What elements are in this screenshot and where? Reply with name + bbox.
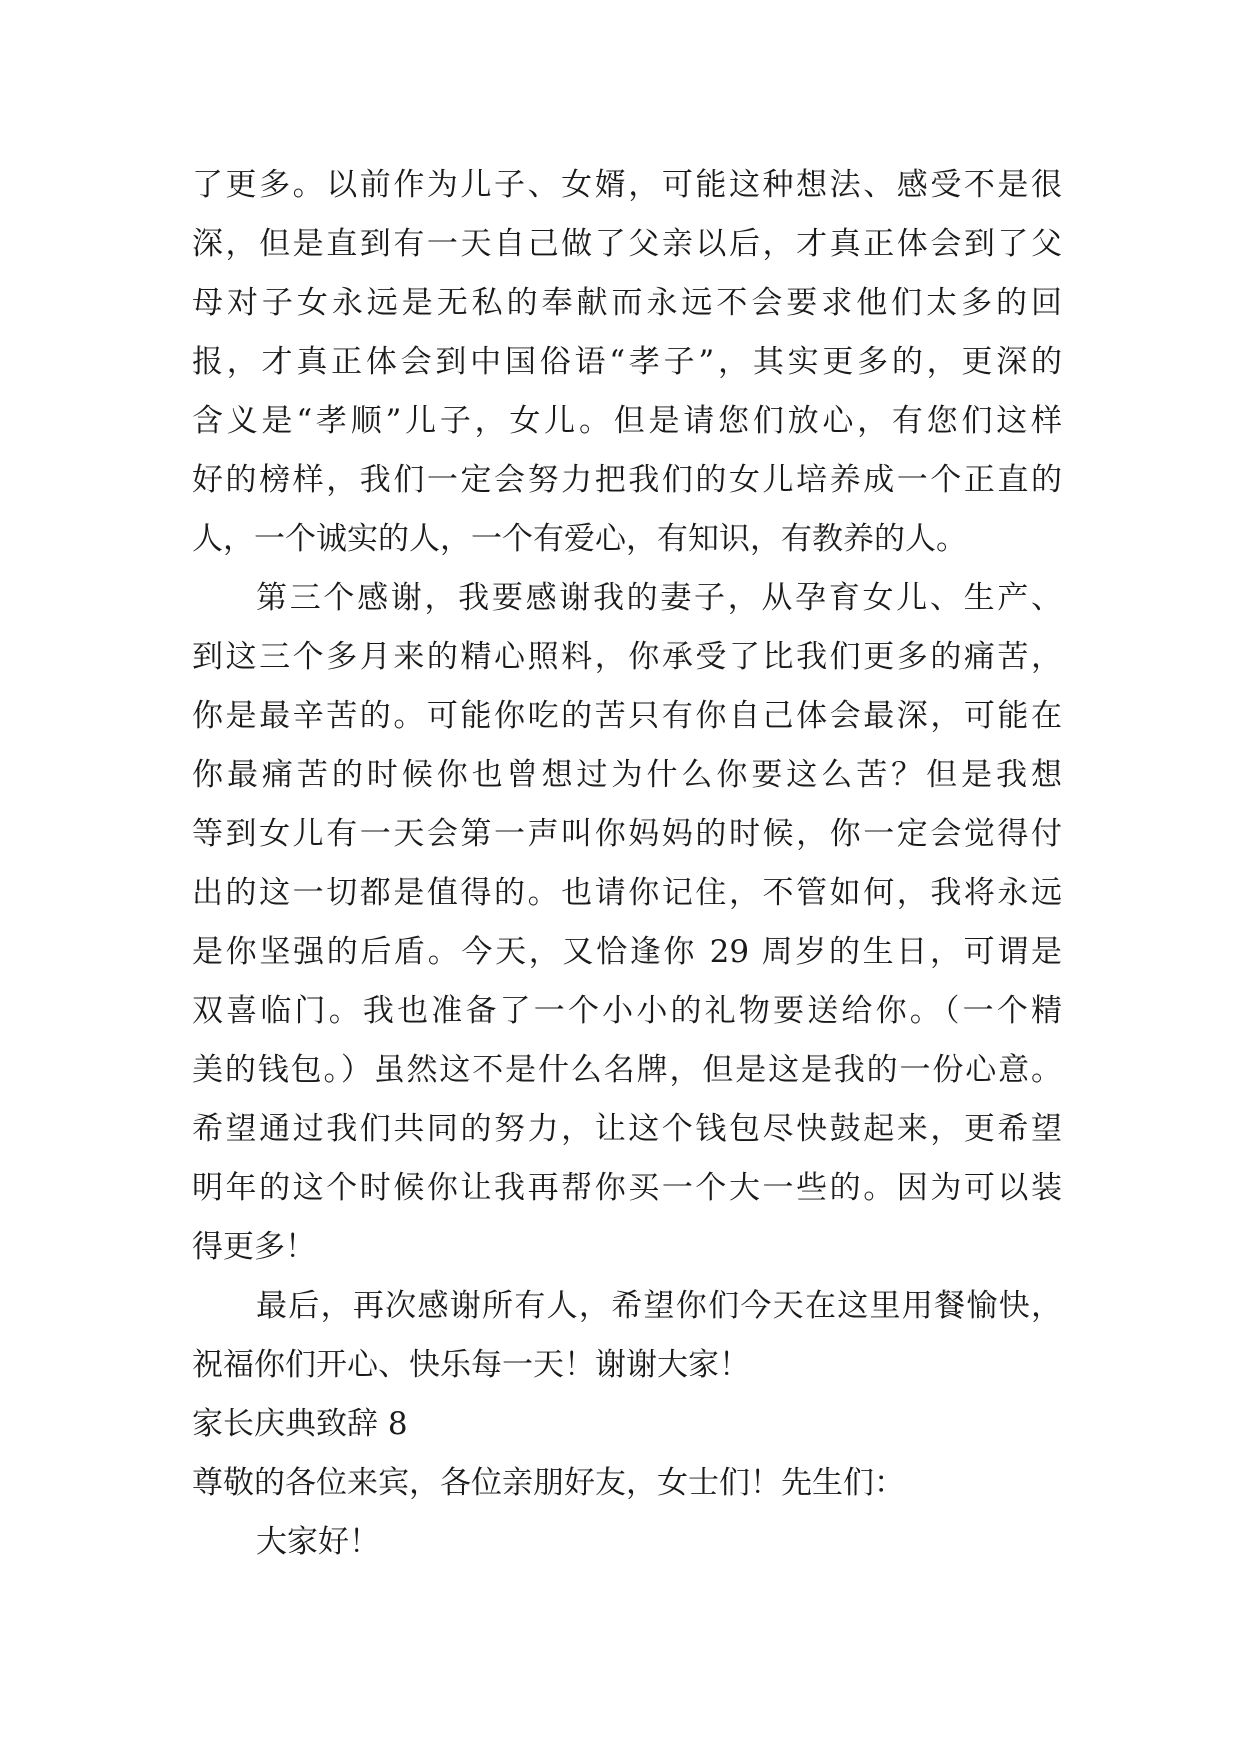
paragraph-line: 双喜临门。我也准备了一个小小的礼物要送给你。（一个精 bbox=[192, 993, 1062, 1029]
paragraph-line: 了更多。以前作为儿子、女婿，可能这种想法、感受不是很 bbox=[192, 167, 1062, 203]
paragraph-line: 深，但是直到有一天自己做了父亲以后，才真正体会到了父 bbox=[192, 226, 1062, 262]
paragraph-line: 出的这一切都是值得的。也请你记住，不管如何，我将永远 bbox=[192, 875, 1062, 911]
document-body bbox=[192, 156, 1062, 1572]
paragraph-line: 好的榜样，我们一定会努力把我们的女儿培养成一个正直的 bbox=[192, 462, 1062, 498]
greeting-line: 大家好！ bbox=[256, 1524, 380, 1560]
paragraph-line: 你最痛苦的时候你也曾想过为什么你要这么苦？但是我想 bbox=[192, 757, 1062, 793]
paragraph-line: 明年的这个时候你让我再帮你买一个大一些的。因为可以装 bbox=[192, 1170, 1062, 1206]
paragraph-line: 祝福你们开心、快乐每一天！谢谢大家！ bbox=[192, 1347, 750, 1383]
paragraph-line: 第三个感谢，我要感谢我的妻子，从孕育女儿、生产、 bbox=[256, 580, 1062, 616]
paragraph-line: 母对子女永远是无私的奉献而永远不会要求他们太多的回 bbox=[192, 285, 1062, 321]
paragraph-line: 美的钱包。）虽然这不是什么名牌，但是这是我的一份心意。 bbox=[192, 1052, 1062, 1088]
section-heading: 家长庆典致辞 8 bbox=[192, 1406, 408, 1442]
paragraph-line: 含义是“孝顺”儿子，女儿。但是请您们放心，有您们这样 bbox=[192, 403, 1062, 439]
paragraph-line: 得更多！ bbox=[192, 1229, 316, 1265]
paragraph-line: 最后，再次感谢所有人，希望你们今天在这里用餐愉快， bbox=[256, 1288, 1062, 1324]
paragraph-line: 等到女儿有一天会第一声叫你妈妈的时候，你一定会觉得付 bbox=[192, 816, 1062, 852]
paragraph-line: 报，才真正体会到中国俗语“孝子”，其实更多的，更深的 bbox=[192, 344, 1062, 380]
salutation-line: 尊敬的各位来宾，各位亲朋好友，女士们！先生们： bbox=[192, 1465, 905, 1501]
paragraph-line: 希望通过我们共同的努力，让这个钱包尽快鼓起来，更希望 bbox=[192, 1111, 1062, 1147]
paragraph-line: 到这三个多月来的精心照料，你承受了比我们更多的痛苦， bbox=[192, 639, 1062, 675]
paragraph-line: 是你坚强的后盾。今天，又恰逢你 29 周岁的生日，可谓是 bbox=[192, 934, 1062, 970]
paragraph-line: 人，一个诚实的人，一个有爱心，有知识，有教养的人。 bbox=[192, 521, 967, 557]
paragraph-line: 你是最辛苦的。可能你吃的苦只有你自己体会最深，可能在 bbox=[192, 698, 1062, 734]
